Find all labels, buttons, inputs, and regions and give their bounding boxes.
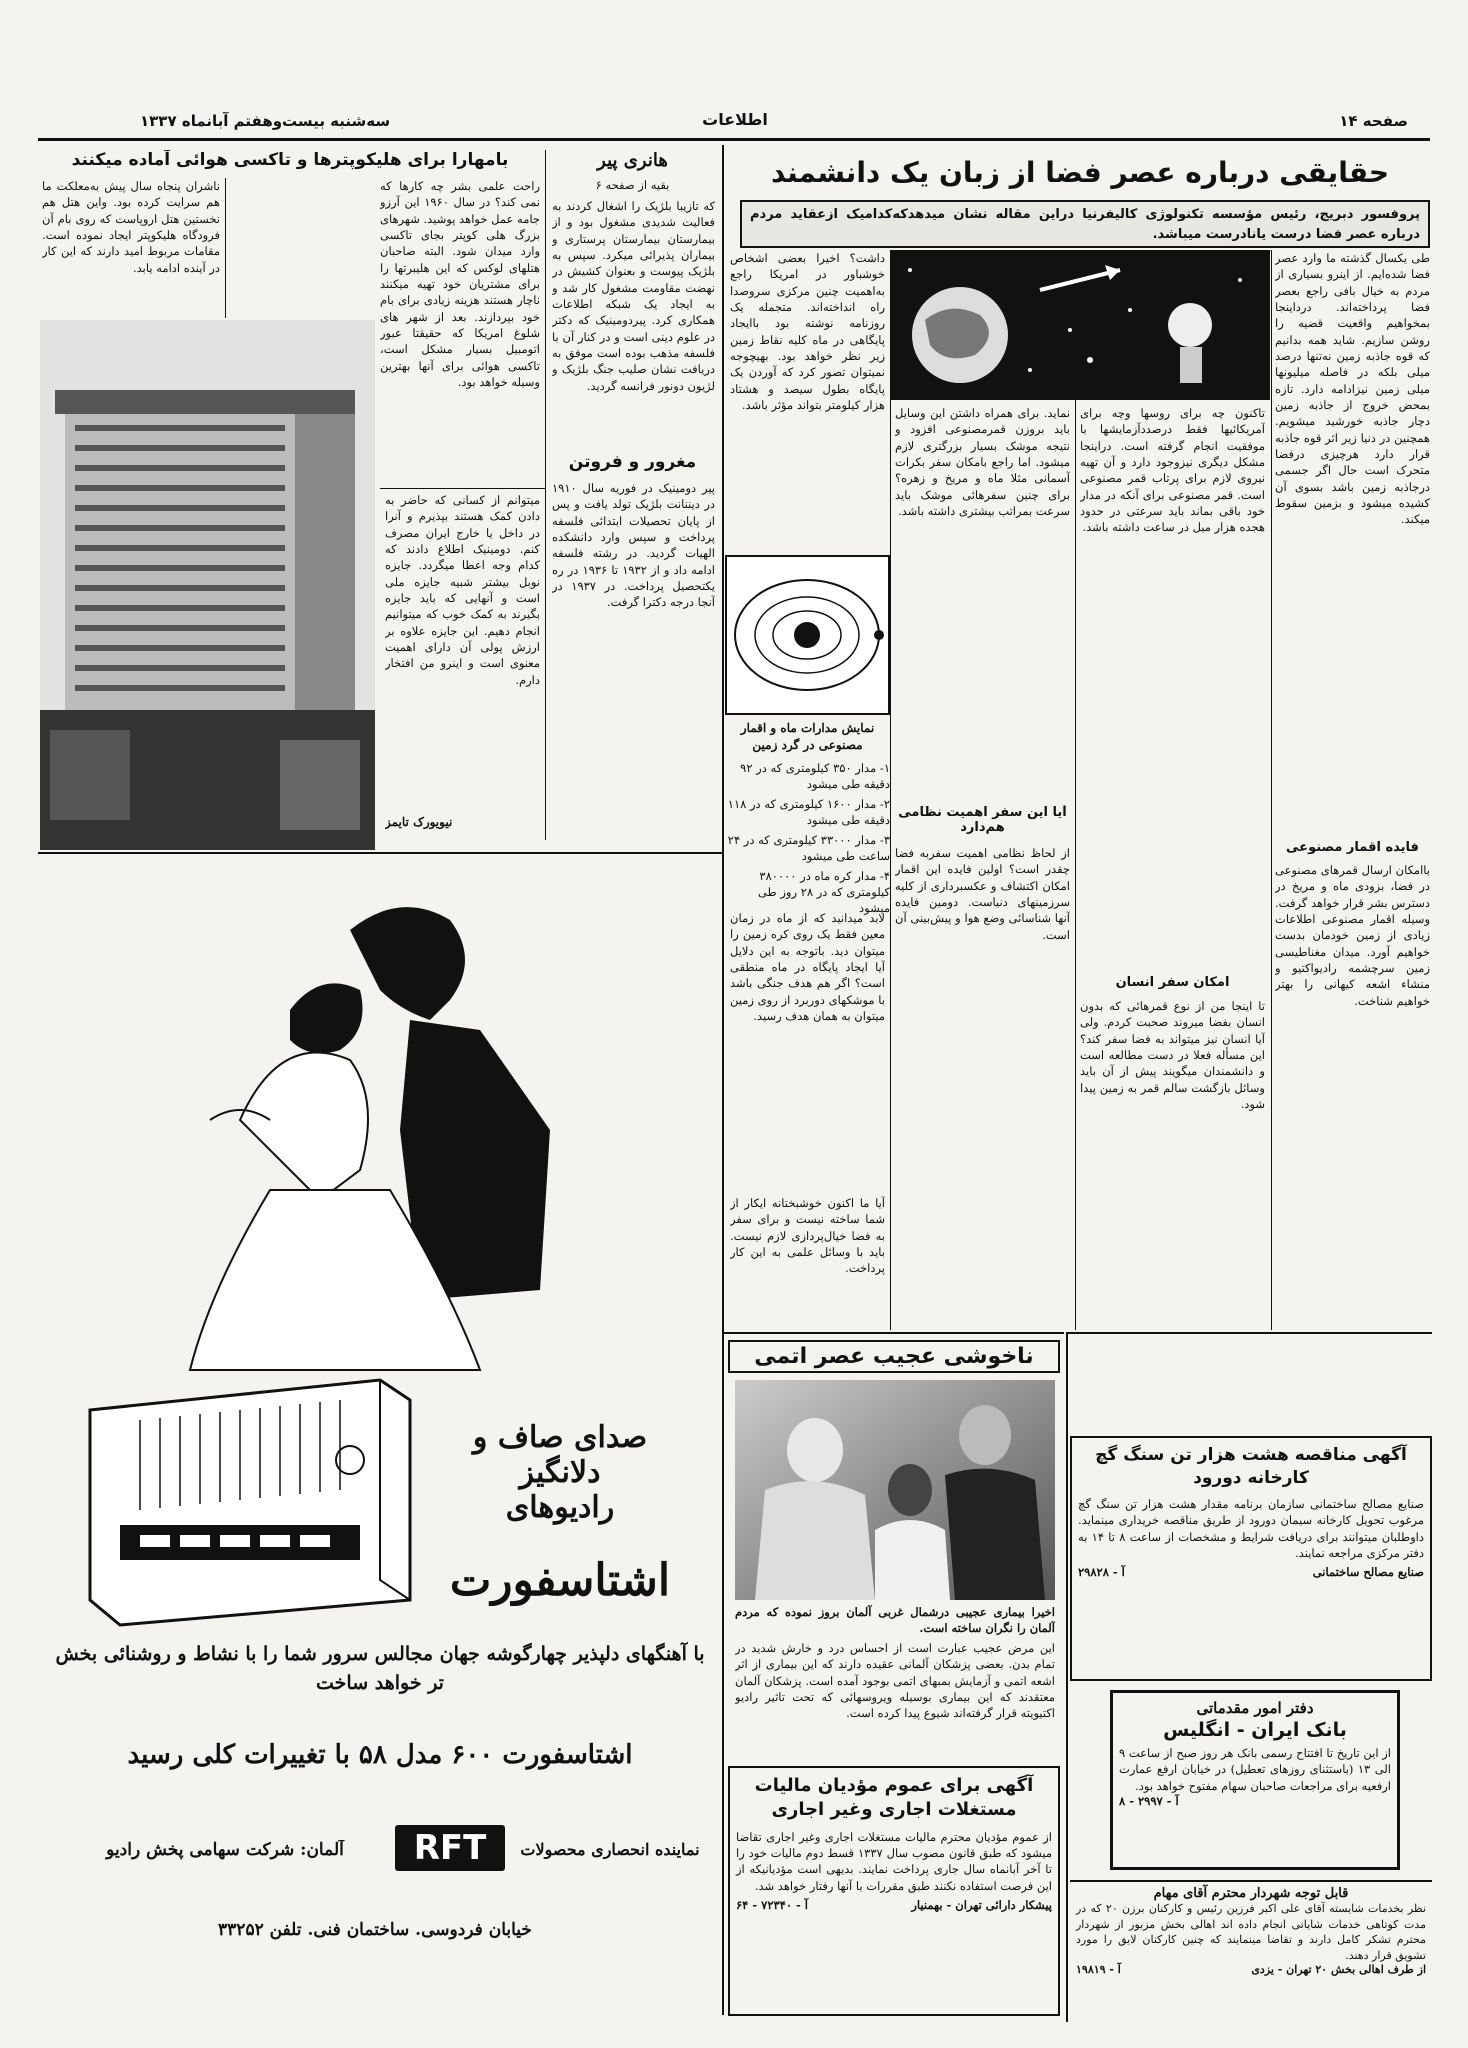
disease-body: این مرض عجیب عبارت است از احساس درد و خارش شدید در تمام بدن. بعضی پزشکان آلمانی عقیده دارند که این بیماری از اثر اشعه اتمی و آزمایش بمبهای اتمی بوجود آمده است. پزشکان آلمان معتقدند که این بیماری بوسیله ویروسهائی که تحت تاثیر رادیو اکتیویته قرار گرفته‌اند شیوع پیدا کرده است. bbox=[735, 1641, 1055, 1721]
rft-logo: RFT bbox=[395, 1825, 505, 1871]
radio-illustration bbox=[80, 1360, 420, 1630]
tender-notice-footer bbox=[1078, 1565, 1424, 1579]
header-date: سه‌شنبه بیست‌وهفتم آبانماه ۱۳۳۷ bbox=[140, 112, 391, 130]
space-illustration bbox=[890, 250, 1270, 400]
bank-notice-ref: آ - ۲۹۹۷ - ۸ bbox=[1119, 1793, 1179, 1808]
heli-divider bbox=[225, 178, 226, 318]
orbit-item: ۲- مدار ۱۶۰۰ کیلومتری که در ۱۱۸ دقیقه طی میشود bbox=[727, 797, 890, 828]
main-col4b-text: لابد میدانید که از ماه در زمان معین فقط یک روی کره زمین را میتوان دید. باتوجه به این دلایل آیا ایجاد پایگاه در ماه منطقی است؟ اگر هم هدف جنگی باشد با موشکهای دوربرد از روی زمین میتوان به همان هدف رسید. bbox=[730, 911, 885, 1023]
lower-right-rule bbox=[1066, 1332, 1068, 2022]
thanks-notice bbox=[1070, 1880, 1432, 2020]
hotel-photo bbox=[40, 320, 375, 850]
main-col1-section: فایده اقمار مصنوعی bbox=[1286, 840, 1419, 855]
henri-body2: پیر دومینیک در فوریه سال ۱۹۱۰ در دیننانت بلژیک تولد یافت و پس از پایان تحصیلات ابتدائی فلسفه پرداخت و سپس وارد دانشکده الهیات گردید. در رشته فلسفه ادامه داد و از ۱۹۳۲ تا ۱۹۳۶ در ره یکتحصیل پرداخت. در ۱۹۳۷ در آنجا درجه دکترا گرفت. bbox=[552, 481, 715, 610]
radio-address: خیابان فردوسی. ساختمان فنی. تلفن ۳۳۲۵۲ bbox=[218, 1920, 532, 1940]
radio-company: آلمان: شرکت سهامی پخش رادیو bbox=[106, 1840, 344, 1860]
thanks-notice-title: قابل توجه شهردار محترم آقای مهام bbox=[1153, 1886, 1349, 1901]
main-col3-text: نماید. برای همراه داشتن این وسایل باید بروزن قمرمصنوعی افزود و نتیجه موشک بسیار بزرگتری لازم میشود. اما راجع بامکان سفر بکرات آسمانی مثلا ماه و مریخ و زهره؟ برای چنین سفرهائی موشک باید سرعت بمراتب بیشتری داشته باشد. bbox=[895, 406, 1070, 518]
tax-notice-ref: آ - ۷۲۳۴۰ - ۶۴ bbox=[736, 1897, 809, 1912]
dancing-couple-illustration bbox=[150, 870, 650, 1390]
tender-notice-title: آگهی مناقصه هشت هزار تن سنگ گچ کارخانه دورود bbox=[1095, 1445, 1407, 1488]
main-subheadline: پروفسور دبریج، رئیس مؤسسه تکنولوژی کالیفرنیا دراین مقاله نشان میدهدکه‌کدامیک ازعقاید مردم درباره عصر فضا درست یانادرست میباشد. bbox=[750, 207, 1420, 242]
radio-agent: نماینده انحصاری محصولات bbox=[520, 1840, 700, 1859]
heli-headline: بامهارا برای هلیکوپترها و تاکسی هوائی آماده میکنند bbox=[71, 150, 509, 170]
main-col2-text: تاکنون چه برای روسها وچه برای آمریکائیها فقط درصددآزمایشها با موفقیت انجام گرفته است. دراینجا مشکل دیگری نیزوجود دارد و آن تهیه نیروی لازم برای پرتاب قمر مصنوعی است. قمر مصنوعی برای آنکه در مدار خود باقی بماند باید سرعتی در حدود هجده هزار میل در ساعت داشته باشد. bbox=[1080, 406, 1265, 535]
heli-col2: راحت علمی بشر چه کارها که نمی کند؟ در سال ۱۹۶۰ این آرزو جامه عمل خواهد پوشید. شهرهای بزرگ هلی کوپتر بجای تاکسی وارد میدان شود. البته صاحبان هتلهای لوکس که این هلیبرتها را برای مشتریان خود تهیه میکنند ناچار هستند هزینه زیادی برای بام خود بپردازند. بعد از شهر های شلوغ امریکا که حقیقتا عبور اتومبیل بسیار مشکل است، تاکسی هوائی برای آنها بهترین وسیله خواهد بود. bbox=[380, 179, 540, 389]
bank-notice bbox=[1110, 1690, 1400, 1870]
henri-right-col: میتوانم از کسانی که حاضر به دادن کمک هستند بپذیرم و آنرا در داخل یا خارج ایران مصرف کنم. دومینیک اطلاع دادند که کدام وجه اعطا میگردد. جایزه نوبل بیشتر شبیه جایزه ملی است و آنهایی که باید جایزه بگیرند به کمک خوب که میتوانیم انجام دهیم. این جایزه علاوه بر ارزش پولی آن دارای اهمیت معنوی است و اینرو من افتخار دارم. bbox=[385, 493, 540, 687]
henri-divider bbox=[380, 488, 546, 489]
thanks-notice-footer bbox=[1076, 1963, 1426, 1976]
orbit-item: ۳- مدار ۳۳۰۰۰ کیلومتری که در ۲۴ ساعت طی میشود bbox=[727, 833, 890, 864]
lower-right-top-rule bbox=[1066, 1332, 1432, 1334]
orbit-diagram bbox=[725, 555, 890, 715]
tender-notice-ref: آ - ۲۹۸۲۸ bbox=[1078, 1565, 1125, 1580]
tender-notice bbox=[1070, 1436, 1432, 1681]
tax-notice bbox=[728, 1766, 1060, 2016]
header-page-label: صفحه ۱۴ bbox=[1339, 112, 1408, 130]
header-rule bbox=[38, 138, 1430, 141]
main-col4-text: داشت؟ اخیرا بعضی اشخاص خوشباور در امریکا راجع به‌اهمیت چنین مرکزی سروصدا راه انداخته‌اند. متجمله یک روزنامه نوشته بود باایجاد پایگاهی در ماه کلیه نقاط زمین زیر نظر خواهد بود. بهیچوجه نمیتوان تصور کرد که آوردن یک پایگاه بطول سیصد و هشتاد هزار کیلومتر بتواند مؤثر باشد. bbox=[730, 251, 885, 412]
henri-continuation: بقیه از صفحه ۶ bbox=[595, 178, 670, 192]
main-divider bbox=[1271, 250, 1272, 1330]
main-col2-section: امکان سفر انسان bbox=[1115, 975, 1230, 990]
bank-notice-title2: بانک ایران - انگلیس bbox=[1163, 1719, 1347, 1741]
bank-notice-title1: دفتر امور مقدماتی bbox=[1196, 1699, 1314, 1717]
bank-notice-body: از این تاریخ تا افتتاح رسمی بانک هر روز صبح از ساعت ۹ الی ۱۳ (باستثنای روزهای تعطیل) در خیابان ارفع عمارت ارفعیه برای مراجعات صاحبان سهام مفتوح خواهد بود. bbox=[1119, 1746, 1392, 1793]
main-subheadline-box bbox=[740, 200, 1430, 248]
radio-model: اشتاسفورت ۶۰۰ مدل ۵۸ با تغییرات کلی رسید bbox=[127, 1740, 633, 1770]
radio-slogan: صدای صاف و دلانگیز bbox=[472, 1420, 648, 1490]
tax-notice-title: آگهی برای عموم مؤدیان مالیات مستغلات اجاری وغیر اجاری bbox=[754, 1775, 1034, 1821]
radio-tagline: با آهنگهای دلپذیر چهارگوشه جهان مجالس سرور شما را با نشاط و روشنائی بخش تر خواهد ساخت bbox=[55, 1643, 705, 1694]
henri-byline: نیویورک تایمز bbox=[385, 815, 453, 829]
main-col3-section: آیا این سفر اهمیت نظامی هم‌دارد bbox=[898, 805, 1067, 835]
tender-notice-body: صنایع مصالح ساختمانی سازمان برنامه مقدار هشت هزار تن سنگ گچ مرغوب تحویل کارخانه سیمان دورود از طریق مناقصه خریداری مینماید. داوطلبان میتوانند برای دریافت شرایط و مشخصات از ساعت ۸ تا ۱۴ به دفتر مرکزی مراجعه نمایند. bbox=[1078, 1496, 1424, 1560]
orbit-item: ۴- مدار کره ماه در ۳۸۰۰۰۰ کیلومتری که در ۲۸ روز طی میشود bbox=[757, 869, 890, 916]
orbit-item: ۱- مدار ۳۵۰ کیلومتری که در ۹۲ دقیقه طی میشود bbox=[740, 761, 890, 792]
column-rule bbox=[722, 145, 724, 2015]
main-divider bbox=[890, 400, 891, 1330]
masthead: اطلاعات bbox=[702, 110, 768, 129]
heli-col1: ناشران پنجاه سال پیش به‌معلکت ما هم سرایت کرده بود. واین هتل هم نخستین هتل اروپاست که روی بام آن فرودگاه هلیکوپتر ایجاد نموده است. مقامات مربوط امید دارند که این کار در آینده ادامه یابد. bbox=[42, 179, 220, 275]
disease-top-rule bbox=[724, 1332, 1064, 1334]
radio-radios-label: رادیوهای bbox=[505, 1490, 615, 1525]
disease-photo bbox=[735, 1380, 1055, 1600]
main-col1b-text: باامکان ارسال قمرهای مصنوعی در فضا، بزودی ماه و مریخ در دسترس بشر قرار خواهد گرفت. وسیله اقمار مصنوعی اطلاعات زیادی از زمین خودمان بدست خواهیم آورد. میدان مغناطیسی زمین سرچشمه رادیواکتیو و منشاء اشعه کیهانی را بهتر خواهیم شناخت. bbox=[1275, 863, 1430, 1008]
henri-body: که تازیبا بلژیک را اشغال کردند به فعالیت شدیدی مشغول بود و از بیمارستان بیمارستان پرستاری و بیماران پذیرائی میکرد. سپس به بلژیک پیوست و بعنوان کشیش در نهضت مقاومت مشغول کار شد و به ایجاد یک شبکه اطلاعات همکاری کرد. پیردومینیک که دکتر در علوم دینی است و در کنار آن با فلسفه مذهب بوده است موفق به دریافت نشان صلیب جنگ بلژیک و لژیون دونور فرانسه گردید. bbox=[552, 199, 715, 393]
main-divider bbox=[1075, 400, 1076, 1330]
henri-divider bbox=[545, 150, 546, 840]
main-col4-end: آیا ما اکنون خوشبختانه ایکار از شما ساخته نیست و برای سفر به فضا خیال‌پردازی لازم نیست. باید با وسائل علمی به این کار پرداخت. bbox=[730, 1196, 885, 1276]
henri-title: هانری پیر bbox=[597, 150, 668, 171]
main-headline: حقایقی درباره عصر فضا از زبان یک دانشمند bbox=[770, 156, 1390, 189]
top-section-rule bbox=[38, 852, 722, 854]
main-col1-text: طی یکسال گذشته ما وارد عصر فضا شده‌ایم. از اینرو بسیاری از مردم به خیال بافی راجع بعصر فضا پرداخته‌اند. درداینجا بمخواهیم واقعیت قضیه را روشن سازیم. شاید همه بدانیم که قوه جاذبه زمین نه‌تنها درصد میلی بلکه در فاصله میلیونها میلی زمین نیزادامه دارد. تازه بمحض خروج از جاذبه زمین دچار جاذبه خورشید میشویم. همچنین در دنیا زیر اثر قوه جاذبه قرار دارد هرچیزی درفضا متحرک است حال اگر جسمی درجاذبه زمین باشد بسوی آن کشیده میشود و بزمین سقوط میکند. bbox=[1275, 251, 1430, 527]
orbit-caption: نمایش مدارات ماه و اقمار مصنوعی در گرد زمین bbox=[740, 721, 875, 752]
radio-brand: اشتاسفورت bbox=[449, 1555, 671, 1606]
thanks-notice-body: نظر بخدمات شایسته آقای علی اکبر فرزین رئیس و کارکنان برزن ۲۰ که در مدت کوتاهی خدمات شایانی انجام داده اند اهالی بخش مزبور از شهردار محترم تشکر کامل دارند و تقاضا مینمایند که چنین کارکنان لایق را مورد تشویق قرار دهند. bbox=[1076, 1902, 1426, 1962]
tax-notice-signature: پیشکار دارائی تهران - بهمنیار bbox=[911, 1897, 1052, 1912]
main-col2b-text: تا اینجا من از نوع قمرهائی که بدون انسان بفضا میروند صحبت کردم. ولی آیا انسان نیز میتواند به فضا سفر کند؟ این مسأله فعلا در دست مطالعه است و دانشمندان میگویند پیش از آن باید وسائل بازگشت سالم قمر به زمین پیدا شود. bbox=[1080, 999, 1265, 1111]
tender-notice-signature: صنایع مصالح ساختمانی bbox=[1312, 1565, 1424, 1580]
main-col3b-text: از لحاظ نظامی اهمیت سفربه فضا چقدر است؟ اولین فایده این اقمار امکان اکتشاف و عکسبرداری از کلیه سرزمینهای دنیاست. دومین فایده آنها شناسائی وضع هوا و پیش‌بینی آن است. bbox=[895, 846, 1070, 942]
tax-notice-body: از عموم مؤدیان محترم مالیات مستغلات اجاری وغیر اجاری تقاضا میشود که طبق قانون مصوب سال ۱۳۳۷ قسط دوم مالیات خود را تا آخر آبانماه سال جاری پرداخت نمایند. بدیهی است مؤدیانیکه از این فرصت استفاده نکنند طبق مقررات با آنها رفتار خواهد شد. bbox=[736, 1829, 1052, 1893]
tax-notice-footer bbox=[736, 1898, 1052, 1912]
thanks-notice-ref: آ - ۱۹۸۱۹ bbox=[1076, 1963, 1121, 1977]
disease-title: ناخوشی عجیب عصر اتمی bbox=[728, 1340, 1060, 1373]
heli-col2-cont bbox=[232, 178, 375, 318]
thanks-notice-signature: از طرف اهالی بخش ۲۰ تهران - یزدی bbox=[1251, 1963, 1426, 1977]
disease-caption: اخیرا بیماری عجیبی درشمال غربی آلمان بروز نموده که مردم آلمان را نگران ساخته است. bbox=[735, 1605, 1055, 1636]
henri-section: مغرور و فروتن bbox=[568, 452, 697, 472]
